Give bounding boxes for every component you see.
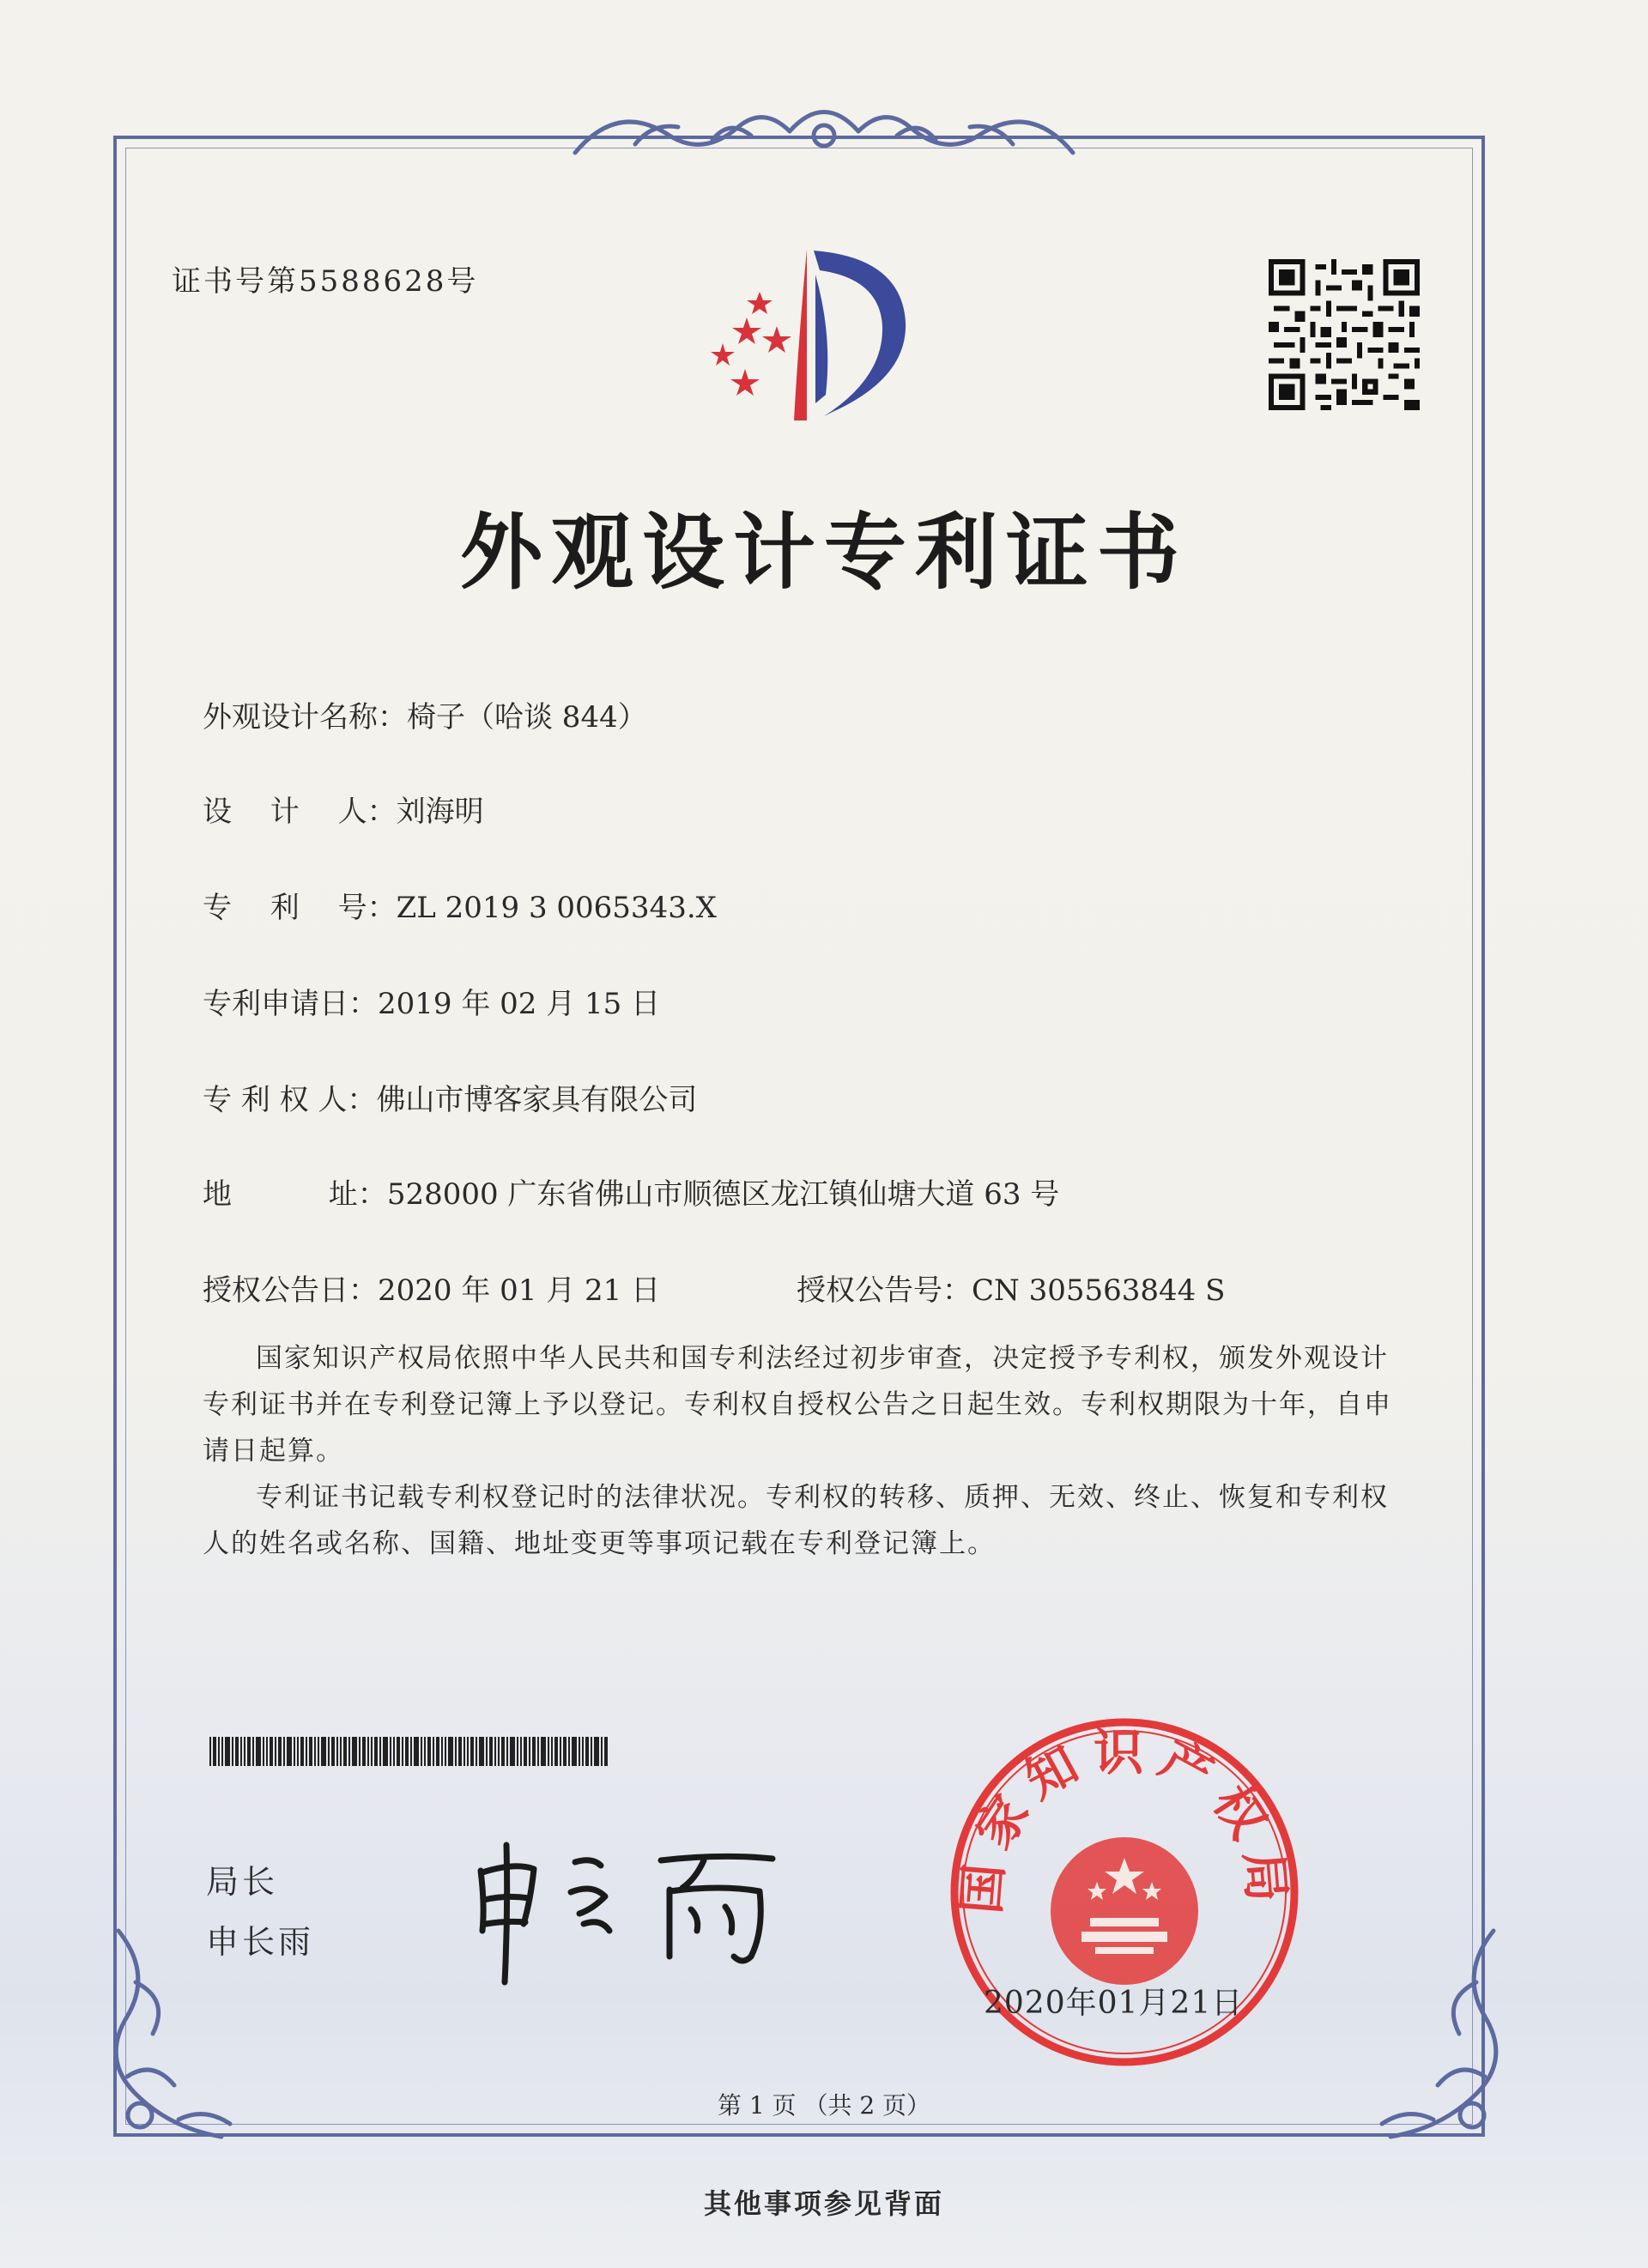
- page-number: 第 1 页 （共 2 页）: [717, 2091, 931, 2120]
- qr-code-icon: [1269, 259, 1420, 410]
- cnipa-logo-icon: [678, 240, 927, 429]
- field-label: 授权公告日：: [203, 1273, 378, 1308]
- top-ornament: [566, 93, 1082, 161]
- barcode-icon: [209, 1737, 609, 1766]
- field-value: 椅子（哈谈 844）: [407, 700, 647, 735]
- certificate-number: 证书号第5588628号: [172, 264, 479, 299]
- director-title: 局长: [206, 1863, 279, 1901]
- field-label: 专 利 权 人：: [203, 1083, 377, 1117]
- field-value: CN 305563844 S: [972, 1273, 1226, 1308]
- body-paragraph-2: 专利证书记载专利权登记时的法律状况。专利权的转移、质押、无效、终止、恢复和专利权人的姓名或名称、国籍、地址变更等事项记载在专利登记簿上。: [203, 1482, 1389, 1559]
- field-value: 2019 年 02 月 15 日: [378, 987, 661, 1021]
- field-value: 佛山市博客家具有限公司: [376, 1083, 698, 1117]
- field-design-name: [203, 693, 647, 735]
- field-label: 地 址：: [203, 1177, 387, 1212]
- back-side-note: 其他事项参见背面: [703, 2187, 944, 2220]
- field-application-date: [203, 980, 660, 1022]
- field-address: [203, 1170, 1059, 1213]
- field-grant-no: [797, 1267, 1225, 1309]
- field-value: ZL 2019 3 0065343.X: [396, 891, 717, 925]
- field-label: 专 利 号：: [203, 891, 397, 925]
- director-name: 申长雨: [206, 1923, 315, 1961]
- seal-text: 国家知识产权局: [951, 1723, 1298, 1916]
- certificate-title: 外观设计专利证书: [460, 504, 1188, 601]
- field-value: 刘海明: [396, 795, 484, 829]
- bottom-right-ornament: [1365, 1922, 1519, 2162]
- body-paragraph-1: 国家知识产权局依照中华人民共和国专利法经过初步审查，决定授予专利权，颁发外观设计专利证书并在专利登记簿上予以登记。专利权自授权公告之日起生效。专利权期限为十年，自申请日起算。: [203, 1343, 1392, 1467]
- field-patent-no: [203, 884, 717, 926]
- field-value: 2020 年 01 月 21 日: [378, 1273, 661, 1308]
- field-label: 外观设计名称：: [203, 700, 407, 735]
- field-grant-date: [203, 1267, 660, 1309]
- field-label: 设 计 人：: [203, 795, 397, 829]
- field-patentee: [203, 1076, 697, 1118]
- director-signature-icon: [464, 1828, 807, 1991]
- seal-date: 2020年01月21日: [984, 1986, 1244, 2021]
- field-label: 授权公告号：: [797, 1273, 972, 1308]
- field-label: 专利申请日：: [203, 987, 378, 1021]
- field-value: 528000 广东省佛山市顺德区龙江镇仙塘大道 63 号: [386, 1177, 1060, 1212]
- field-designer: [203, 788, 484, 830]
